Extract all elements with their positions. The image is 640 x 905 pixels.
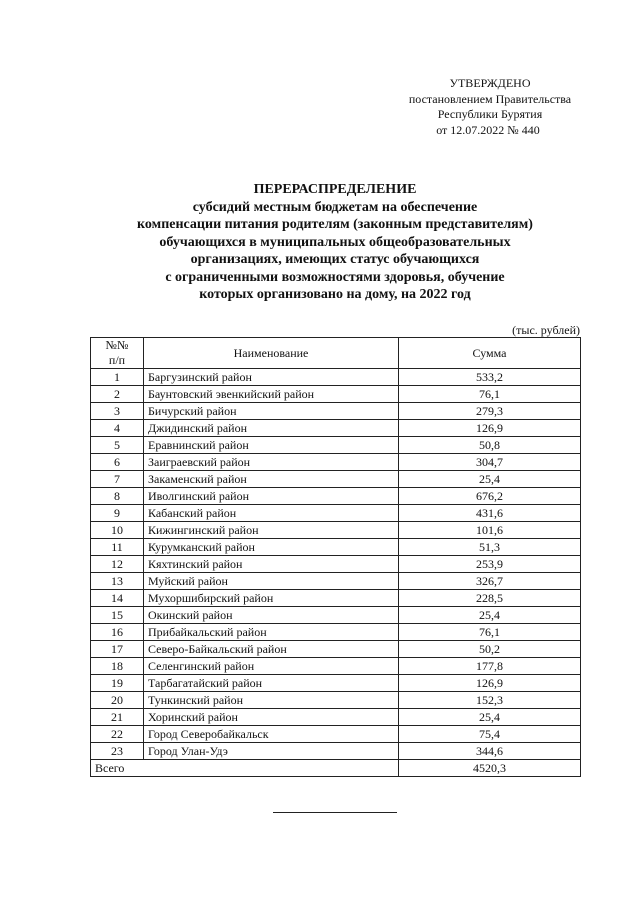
header-number bbox=[91, 338, 144, 369]
row-sum: 253,9 bbox=[399, 556, 581, 573]
row-sum: 76,1 bbox=[399, 386, 581, 403]
row-number: 21 bbox=[91, 709, 144, 726]
row-name: Джидинский район bbox=[144, 420, 399, 437]
row-sum: 50,8 bbox=[399, 437, 581, 454]
row-number: 1 bbox=[91, 369, 144, 386]
total-row bbox=[91, 760, 581, 777]
row-number: 8 bbox=[91, 488, 144, 505]
row-name: Прибайкальский район bbox=[144, 624, 399, 641]
row-name: Северо-Байкальский район bbox=[144, 641, 399, 658]
title-line: организациях, имеющих статус обучающихся bbox=[190, 252, 480, 267]
row-number: 20 bbox=[91, 692, 144, 709]
row-sum: 25,4 bbox=[399, 607, 581, 624]
row-number: 22 bbox=[91, 726, 144, 743]
row-sum: 344,6 bbox=[399, 743, 581, 760]
table-row bbox=[91, 420, 581, 437]
row-number: 2 bbox=[91, 386, 144, 403]
approval-block bbox=[395, 76, 585, 138]
table-row bbox=[91, 590, 581, 607]
table-row bbox=[91, 454, 581, 471]
row-sum: 25,4 bbox=[399, 471, 581, 488]
row-sum: 76,1 bbox=[399, 624, 581, 641]
row-sum: 101,6 bbox=[399, 522, 581, 539]
table-body bbox=[91, 369, 581, 760]
row-sum: 25,4 bbox=[399, 709, 581, 726]
table-row bbox=[91, 539, 581, 556]
row-sum: 676,2 bbox=[399, 488, 581, 505]
row-name: Кяхтинский район bbox=[144, 556, 399, 573]
total-label: Всего bbox=[91, 760, 399, 777]
header-sum: Сумма bbox=[399, 338, 581, 369]
row-number: 16 bbox=[91, 624, 144, 641]
header-number-line2: п/п bbox=[108, 353, 126, 367]
table-row bbox=[91, 505, 581, 522]
row-sum: 51,3 bbox=[399, 539, 581, 556]
approval-heading: УТВЕРЖДЕНО bbox=[449, 76, 531, 90]
row-sum: 326,7 bbox=[399, 573, 581, 590]
row-number: 18 bbox=[91, 658, 144, 675]
table-row bbox=[91, 743, 581, 760]
table-row bbox=[91, 488, 581, 505]
row-sum: 304,7 bbox=[399, 454, 581, 471]
row-number: 13 bbox=[91, 573, 144, 590]
table-row bbox=[91, 641, 581, 658]
table-row bbox=[91, 403, 581, 420]
row-name: Хоринский район bbox=[144, 709, 399, 726]
row-number: 23 bbox=[91, 743, 144, 760]
subsidy-table bbox=[90, 337, 581, 777]
table-row bbox=[91, 556, 581, 573]
row-number: 12 bbox=[91, 556, 144, 573]
table-row bbox=[91, 386, 581, 403]
row-name: Еравнинский район bbox=[144, 437, 399, 454]
row-sum: 533,2 bbox=[399, 369, 581, 386]
title-line: субсидий местным бюджетам на обеспечение bbox=[192, 199, 478, 215]
row-number: 17 bbox=[91, 641, 144, 658]
row-name: Курумканский район bbox=[144, 539, 399, 556]
row-sum: 279,3 bbox=[399, 403, 581, 420]
row-name: Кабанский район bbox=[144, 505, 399, 522]
row-name: Закаменский район bbox=[144, 471, 399, 488]
table-row bbox=[91, 726, 581, 743]
table-row bbox=[91, 437, 581, 454]
table-row bbox=[91, 369, 581, 386]
table-row bbox=[91, 624, 581, 641]
table-row bbox=[91, 471, 581, 488]
row-name: Селенгинский район bbox=[144, 658, 399, 675]
row-sum: 152,3 bbox=[399, 692, 581, 709]
table-row bbox=[91, 675, 581, 692]
row-number: 6 bbox=[91, 454, 144, 471]
row-number: 4 bbox=[91, 420, 144, 437]
document-title bbox=[90, 181, 580, 304]
row-name: Баунтовский эвенкийский район bbox=[144, 386, 399, 403]
title-line: которых организовано на дому, на 2022 год bbox=[199, 287, 471, 302]
row-sum: 75,4 bbox=[399, 726, 581, 743]
title-line: ПЕРЕРАСПРЕДЕЛЕНИЕ bbox=[253, 182, 417, 197]
row-name: Бичурский район bbox=[144, 403, 399, 420]
table-row bbox=[91, 709, 581, 726]
row-number: 7 bbox=[91, 471, 144, 488]
title-line: компенсации питания родителям (законным представителям) bbox=[137, 217, 533, 232]
row-name: Баргузинский район bbox=[144, 369, 399, 386]
row-name: Город Северобайкальск bbox=[144, 726, 399, 743]
row-sum: 431,6 bbox=[399, 505, 581, 522]
row-number: 9 bbox=[91, 505, 144, 522]
title-line: с ограниченными возможностями здоровья, обучение bbox=[165, 269, 505, 285]
header-name: Наименование bbox=[144, 338, 399, 369]
row-number: 19 bbox=[91, 675, 144, 692]
row-name: Мухоршибирский район bbox=[144, 590, 399, 607]
row-name: Кижингинский район bbox=[144, 522, 399, 539]
table-row bbox=[91, 522, 581, 539]
row-sum: 228,5 bbox=[399, 590, 581, 607]
table-row bbox=[91, 607, 581, 624]
row-number: 3 bbox=[91, 403, 144, 420]
row-number: 14 bbox=[91, 590, 144, 607]
row-number: 10 bbox=[91, 522, 144, 539]
signature-divider bbox=[273, 812, 397, 813]
approval-republic-line: Республики Бурятия bbox=[437, 107, 543, 121]
row-number: 11 bbox=[91, 539, 144, 556]
row-sum: 177,8 bbox=[399, 658, 581, 675]
row-sum: 50,2 bbox=[399, 641, 581, 658]
row-sum: 126,9 bbox=[399, 420, 581, 437]
table-row bbox=[91, 573, 581, 590]
table-row bbox=[91, 658, 581, 675]
row-name: Город Улан-Удэ bbox=[144, 743, 399, 760]
row-name: Муйский район bbox=[144, 573, 399, 590]
row-name: Заиграевский район bbox=[144, 454, 399, 471]
approval-date-line: от 12.07.2022 № 440 bbox=[436, 122, 540, 137]
row-name: Тункинский район bbox=[144, 692, 399, 709]
title-line: обучающихся в муниципальных общеобразовательных bbox=[159, 234, 511, 250]
row-name: Иволгинский район bbox=[144, 488, 399, 505]
units-note: (тыс. рублей) bbox=[512, 323, 580, 337]
total-sum: 4520,3 bbox=[399, 760, 581, 777]
row-name: Окинский район bbox=[144, 607, 399, 624]
row-number: 15 bbox=[91, 607, 144, 624]
row-name: Тарбагатайский район bbox=[144, 675, 399, 692]
table-row bbox=[91, 692, 581, 709]
row-sum: 126,9 bbox=[399, 675, 581, 692]
approval-decree-line: постановлением Правительства bbox=[408, 91, 572, 106]
row-number: 5 bbox=[91, 437, 144, 454]
header-number-line1: №№ bbox=[105, 338, 129, 352]
table-header-row bbox=[91, 338, 581, 369]
